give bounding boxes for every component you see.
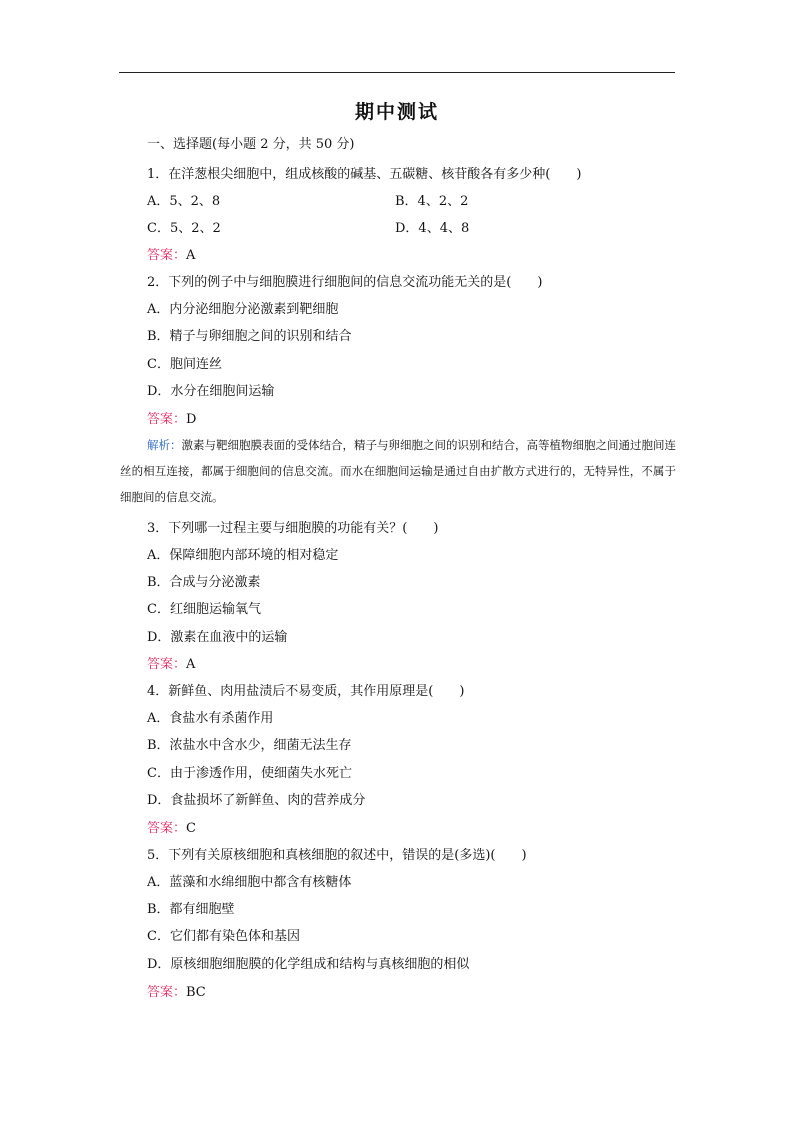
- explanation-text: 激素与靶细胞膜表面的受体结合，精子与卵细胞之间的识别和结合，高等植物细胞之间通过胞间连丝的相互连接，都属于细胞间的信息交流。而水在细胞间运输是通过自由扩散方式进行的，无特异性，不属于细胞间的信息交流。: [120, 438, 676, 504]
- q2-stem: 2．下列的例子中与细胞膜进行细胞间的信息交流功能无关的是( ): [147, 275, 543, 290]
- q1-answer: [147, 247, 195, 265]
- q3-stem: 3．下列哪一过程主要与细胞膜的功能有关？( ): [147, 521, 439, 536]
- q1-option-c: C．5、2、2: [147, 221, 221, 236]
- header-rule: [119, 72, 675, 73]
- q5-option-a: A．蓝藻和水绵细胞中都含有核糖体: [147, 875, 352, 890]
- q2-option-a: A．内分泌细胞分泌激素到靶细胞: [147, 302, 339, 317]
- q3-option-c: C．红细胞运输氧气: [147, 602, 261, 617]
- answer-value: D: [186, 412, 197, 427]
- section-heading: 一、选择题(每小题 2 分，共 50 分): [147, 137, 355, 152]
- q2-option-c: C．胞间连丝: [147, 357, 222, 372]
- q1-stem: 1．在洋葱根尖细胞中，组成核酸的碱基、五碳糖、核苷酸各有多少种( ): [147, 167, 582, 182]
- q4-answer: [147, 820, 196, 838]
- q5-stem: 5．下列有关原核细胞和真核细胞的叙述中，错误的是(多选)( ): [147, 848, 527, 863]
- q4-option-a: A．食盐水有杀菌作用: [147, 711, 274, 726]
- q5-option-d: D．原核细胞细胞膜的化学组成和结构与真核细胞的相似: [147, 957, 470, 972]
- q3-answer: [147, 656, 195, 674]
- answer-label: 答案：: [147, 657, 187, 672]
- q2-explanation: [120, 432, 676, 510]
- q4-stem: 4．新鲜鱼、肉用盐渍后不易变质，其作用原理是( ): [147, 684, 465, 699]
- q4-option-c: C．由于渗透作用，使细菌失水死亡: [147, 766, 352, 781]
- q2-option-b: B．精子与卵细胞之间的识别和结合: [147, 329, 352, 344]
- answer-label: 答案：: [147, 248, 187, 263]
- q2-answer: [147, 411, 196, 429]
- explanation-label: 解析：: [147, 438, 182, 452]
- answer-value: BC: [186, 985, 206, 1000]
- answer-label: 答案：: [147, 821, 187, 836]
- answer-value: A: [186, 248, 196, 263]
- q1-option-d: D．4、4、8: [395, 221, 470, 236]
- q5-option-b: B．都有细胞壁: [147, 902, 235, 917]
- answer-value: C: [186, 821, 196, 836]
- answer-label: 答案：: [147, 985, 187, 1000]
- q3-option-b: B．合成与分泌激素: [147, 575, 261, 590]
- q4-option-d: D．食盐损坏了新鲜鱼、肉的营养成分: [147, 793, 366, 808]
- q1-option-a: A．5、2、8: [147, 194, 221, 209]
- q4-option-b: B．浓盐水中含水少，细菌无法生存: [147, 738, 352, 753]
- q3-option-d: D．激素在血液中的运输: [147, 630, 288, 645]
- q5-option-c: C．它们都有染色体和基因: [147, 929, 300, 944]
- q1-option-b: B．4、2、2: [395, 194, 469, 209]
- q3-option-a: A．保障细胞内部环境的相对稳定: [147, 548, 339, 563]
- answer-value: A: [186, 657, 196, 672]
- page-title: 期中测试: [354, 101, 439, 123]
- q5-answer: [147, 984, 206, 1002]
- answer-label: 答案：: [147, 412, 187, 427]
- q2-option-d: D．水分在细胞间运输: [147, 384, 275, 399]
